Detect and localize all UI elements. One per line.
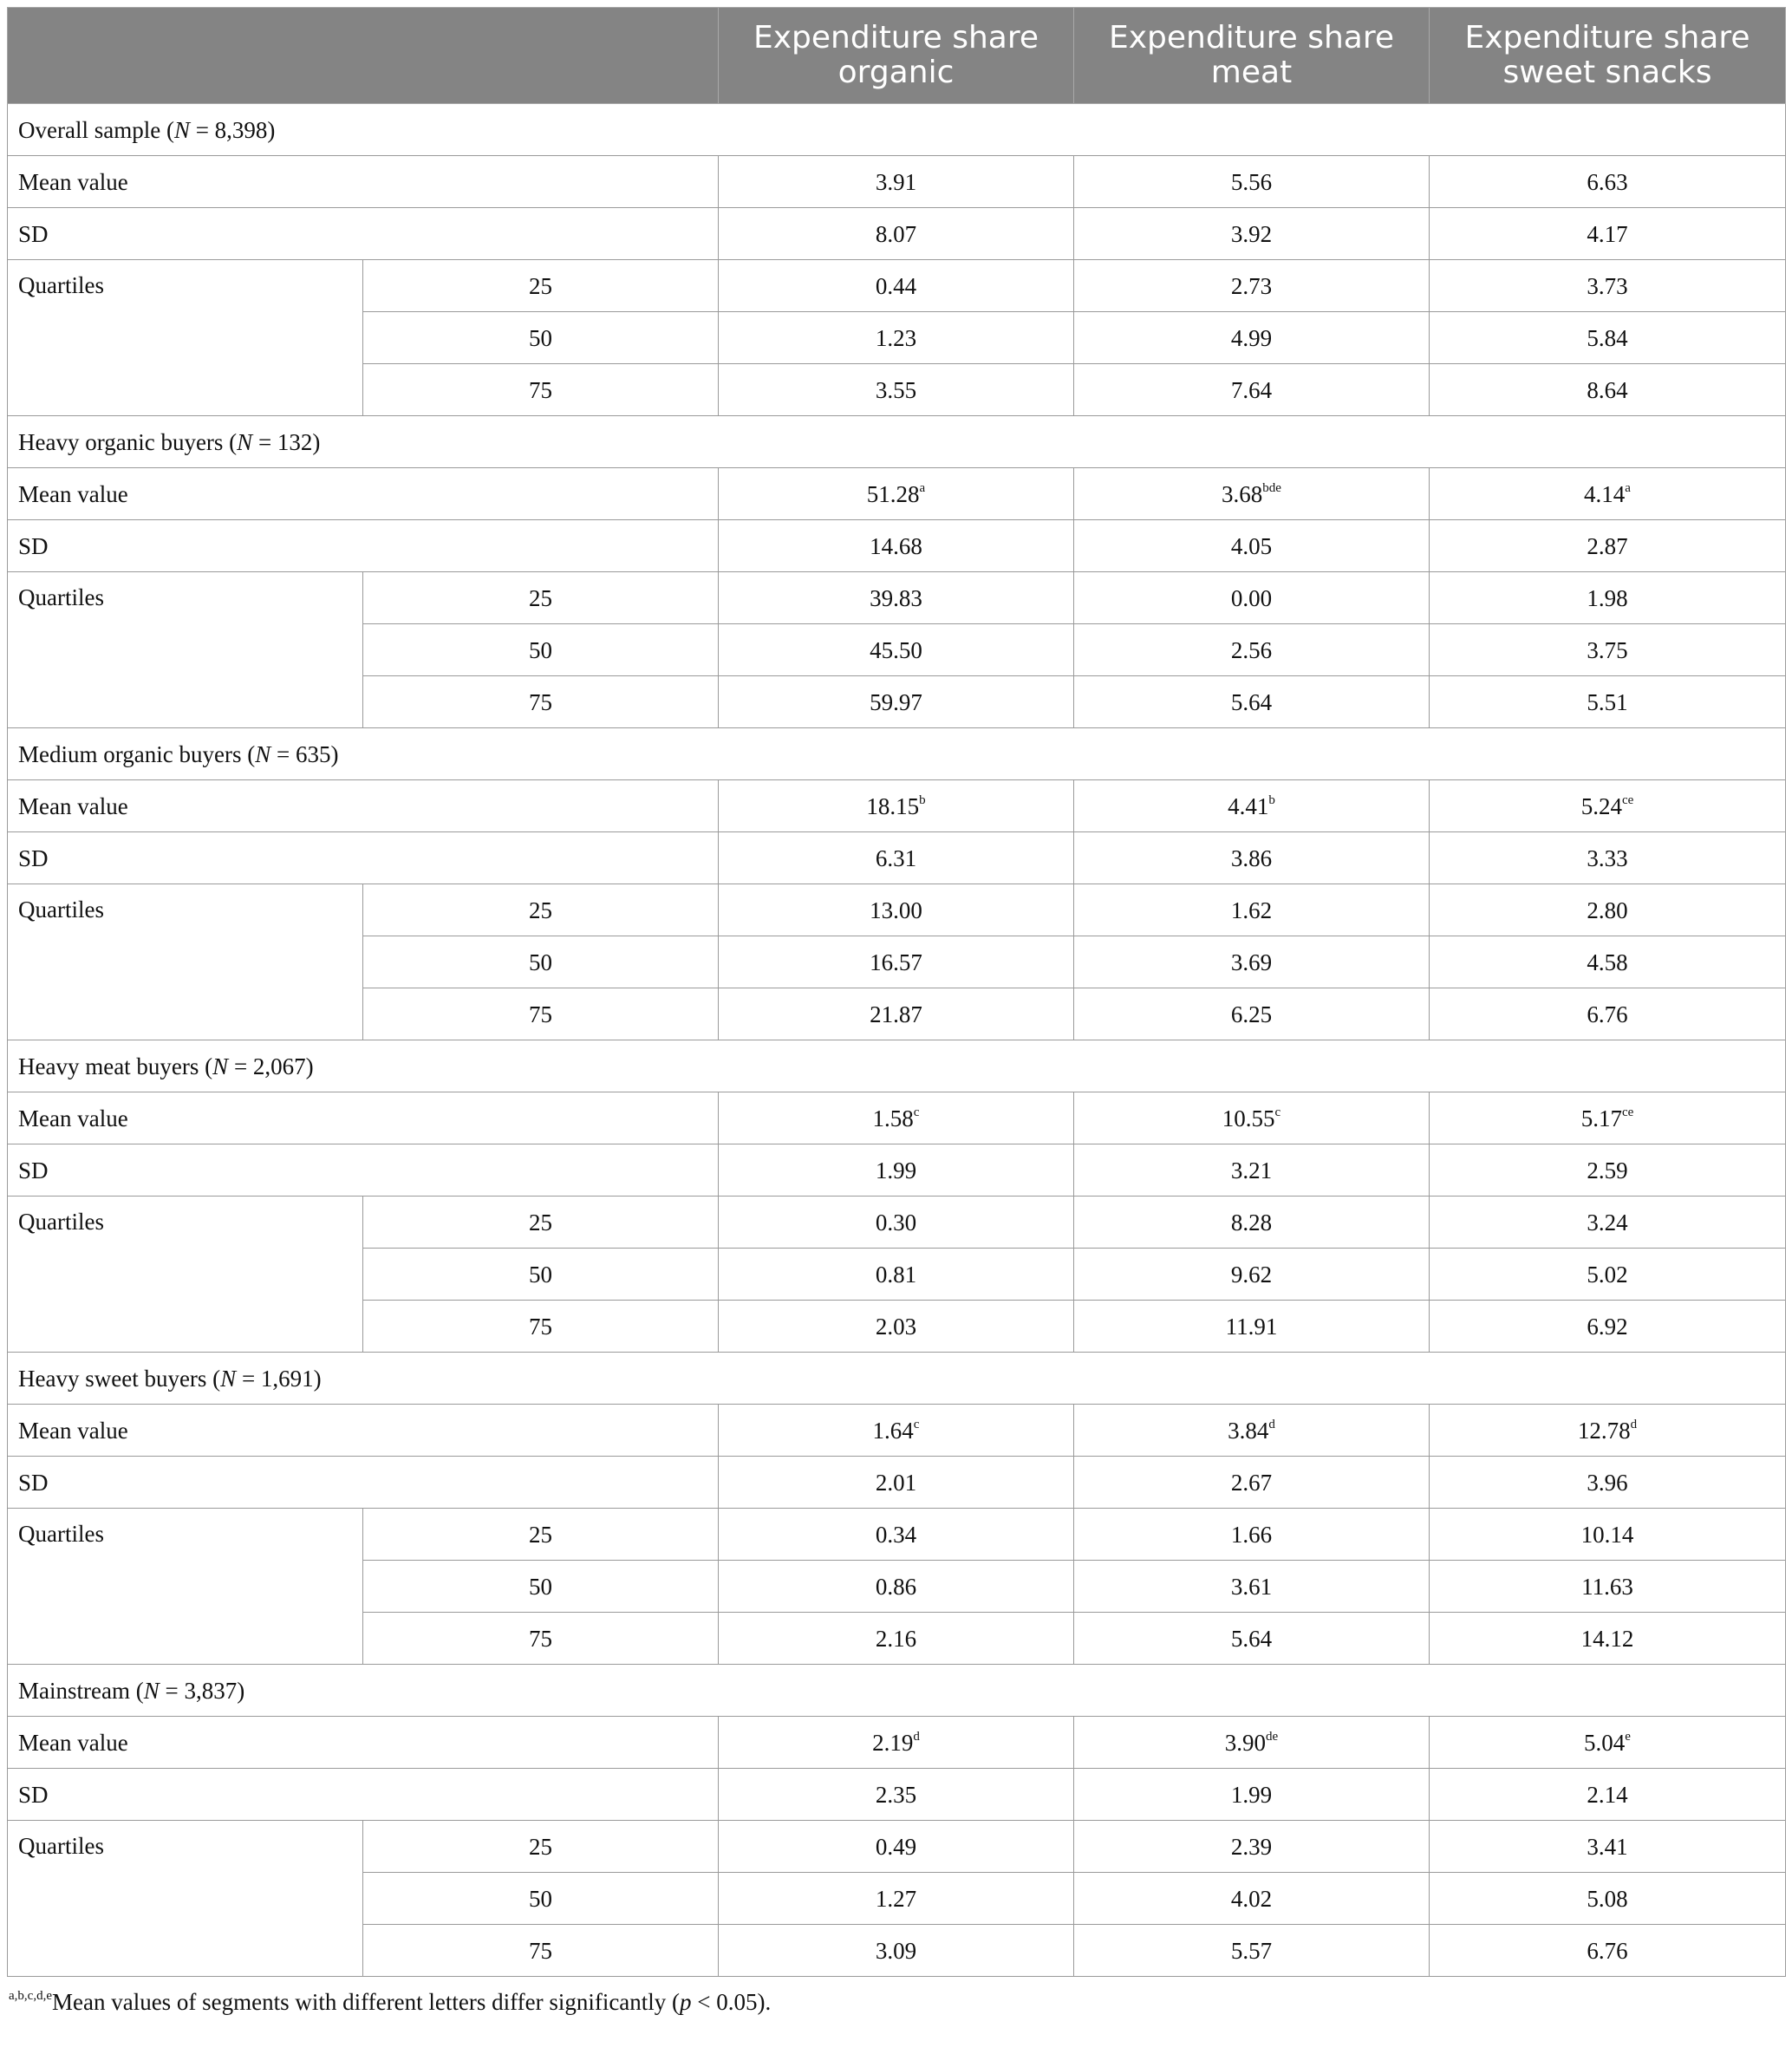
quartile-row — [8, 1821, 1786, 1873]
segment-n-value: = 1,691) — [236, 1365, 322, 1392]
segment-n-value: = 635) — [270, 740, 339, 767]
table-container — [7, 7, 1785, 2016]
sd-value: 2.67 — [1074, 1457, 1430, 1509]
segment-name: Mainstream ( — [18, 1677, 144, 1704]
quartile-level: 25 — [363, 260, 719, 312]
quartile-value: 5.08 — [1430, 1873, 1786, 1925]
quartile-level: 50 — [363, 1249, 719, 1301]
quartile-value: 39.83 — [719, 572, 1074, 624]
mean-cell — [1074, 780, 1430, 832]
mean-row — [8, 1092, 1786, 1144]
sd-value: 2.35 — [719, 1769, 1074, 1821]
quartile-level: 50 — [363, 1873, 719, 1925]
quartile-level: 75 — [363, 676, 719, 728]
mean-cell — [719, 468, 1074, 520]
quartile-row — [8, 572, 1786, 624]
quartiles-label: Quartiles — [8, 1509, 363, 1665]
quartile-value: 5.64 — [1074, 1613, 1430, 1665]
sd-value: 4.17 — [1430, 208, 1786, 260]
segment-title — [8, 1353, 1786, 1405]
header-meat — [1074, 8, 1430, 104]
sd-label: SD — [8, 1769, 719, 1821]
header-sweet-line1: Expenditure share — [1464, 20, 1750, 55]
quartile-level: 50 — [363, 936, 719, 988]
segment-header-row — [8, 1665, 1786, 1717]
mean-row — [8, 156, 1786, 208]
quartile-level: 50 — [363, 312, 719, 364]
significance-letters: de — [1266, 1729, 1279, 1744]
significance-letters: a — [919, 480, 926, 495]
quartile-value: 8.64 — [1430, 364, 1786, 416]
mean-value: 6.63 — [1587, 168, 1628, 195]
segment-header-row — [8, 728, 1786, 780]
segment-title — [8, 104, 1786, 156]
segment-header-row — [8, 1353, 1786, 1405]
segment-title — [8, 1665, 1786, 1717]
quartile-value: 4.99 — [1074, 312, 1430, 364]
quartile-value: 0.44 — [719, 260, 1074, 312]
segment-header-row — [8, 104, 1786, 156]
quartile-value: 2.80 — [1430, 884, 1786, 936]
mean-label: Mean value — [8, 468, 719, 520]
sd-value: 3.96 — [1430, 1457, 1786, 1509]
quartile-level: 25 — [363, 884, 719, 936]
significance-letters: c — [913, 1417, 920, 1431]
quartile-value: 59.97 — [719, 676, 1074, 728]
mean-value: 3.90 — [1224, 1729, 1267, 1756]
quartile-level: 50 — [363, 1561, 719, 1613]
quartile-value: 4.02 — [1074, 1873, 1430, 1925]
mean-cell — [1430, 156, 1786, 208]
footnote-p-symbol: p — [680, 1989, 692, 2015]
quartile-value: 1.66 — [1074, 1509, 1430, 1561]
quartile-value: 7.64 — [1074, 364, 1430, 416]
mean-cell — [1074, 156, 1430, 208]
expenditure-share-table — [7, 7, 1786, 1977]
mean-cell — [1430, 468, 1786, 520]
quartile-value: 6.25 — [1074, 988, 1430, 1040]
sd-row — [8, 1769, 1786, 1821]
sd-value: 2.01 — [719, 1457, 1074, 1509]
quartile-level: 25 — [363, 1509, 719, 1561]
quartile-value: 1.98 — [1430, 572, 1786, 624]
quartile-level: 50 — [363, 624, 719, 676]
mean-cell — [1430, 1717, 1786, 1769]
sd-row — [8, 208, 1786, 260]
table-body — [8, 104, 1786, 1977]
sd-value: 2.87 — [1430, 520, 1786, 572]
mean-cell — [1074, 1717, 1430, 1769]
significance-letters: bde — [1262, 480, 1281, 495]
segment-name: Heavy sweet buyers ( — [18, 1365, 221, 1392]
header-sweet-snacks — [1430, 8, 1786, 104]
mean-label: Mean value — [8, 1717, 719, 1769]
mean-row — [8, 1405, 1786, 1457]
mean-label: Mean value — [8, 1405, 719, 1457]
sd-row — [8, 520, 1786, 572]
quartile-value: 21.87 — [719, 988, 1074, 1040]
quartile-value: 3.24 — [1430, 1197, 1786, 1249]
mean-value: 3.84 — [1228, 1417, 1269, 1444]
quartile-value: 5.51 — [1430, 676, 1786, 728]
quartiles-label: Quartiles — [8, 884, 363, 1040]
sd-row — [8, 1457, 1786, 1509]
segment-n-symbol: N — [220, 1365, 237, 1392]
mean-cell — [719, 780, 1074, 832]
significance-letters: d — [913, 1729, 920, 1744]
sd-value: 3.33 — [1430, 832, 1786, 884]
quartile-value: 1.62 — [1074, 884, 1430, 936]
mean-label: Mean value — [8, 780, 719, 832]
segment-title — [8, 416, 1786, 468]
quartile-level: 75 — [363, 364, 719, 416]
sd-value: 2.14 — [1430, 1769, 1786, 1821]
mean-cell — [1074, 468, 1430, 520]
quartile-level: 75 — [363, 1925, 719, 1977]
quartile-value: 0.49 — [719, 1821, 1074, 1873]
sd-row — [8, 832, 1786, 884]
header-blank-2 — [363, 8, 719, 104]
significance-letters: ce — [1621, 792, 1634, 807]
sd-row — [8, 1144, 1786, 1197]
quartile-value: 11.63 — [1430, 1561, 1786, 1613]
mean-cell — [719, 1092, 1074, 1144]
mean-value: 1.64 — [872, 1417, 914, 1444]
sd-value: 1.99 — [1074, 1769, 1430, 1821]
header-meat-line1: Expenditure share — [1108, 20, 1395, 55]
mean-value: 18.15 — [866, 792, 920, 819]
quartile-value: 8.28 — [1074, 1197, 1430, 1249]
quartiles-label: Quartiles — [8, 260, 363, 416]
segment-n-symbol: N — [237, 428, 253, 455]
mean-value: 3.68 — [1222, 480, 1263, 507]
quartile-value: 0.86 — [719, 1561, 1074, 1613]
quartile-value: 10.14 — [1430, 1509, 1786, 1561]
segment-n-symbol: N — [255, 740, 271, 767]
quartile-value: 2.56 — [1074, 624, 1430, 676]
quartile-value: 14.12 — [1430, 1613, 1786, 1665]
sd-value: 2.59 — [1430, 1144, 1786, 1197]
significance-letters: e — [1625, 1729, 1631, 1744]
sd-value: 3.86 — [1074, 832, 1430, 884]
sd-value: 4.05 — [1074, 520, 1430, 572]
significance-letters: c — [913, 1105, 920, 1119]
header-blank-1 — [8, 8, 363, 104]
quartile-value: 11.91 — [1074, 1301, 1430, 1353]
table-footnote — [7, 1989, 1785, 2016]
significance-letters: c — [1274, 1105, 1281, 1119]
significance-letters: b — [1268, 792, 1275, 807]
quartile-value: 2.16 — [719, 1613, 1074, 1665]
significance-letters: b — [919, 792, 926, 807]
quartile-level: 25 — [363, 1197, 719, 1249]
mean-value: 12.78 — [1577, 1417, 1631, 1444]
header-organic-line2: organic — [837, 55, 955, 90]
mean-cell — [1074, 1405, 1430, 1457]
segment-header-row — [8, 416, 1786, 468]
quartile-value: 4.58 — [1430, 936, 1786, 988]
quartile-level: 75 — [363, 1301, 719, 1353]
mean-cell — [719, 1717, 1074, 1769]
quartile-value: 3.55 — [719, 364, 1074, 416]
sd-label: SD — [8, 208, 719, 260]
quartile-row — [8, 1197, 1786, 1249]
quartile-value: 5.84 — [1430, 312, 1786, 364]
mean-cell — [1430, 1405, 1786, 1457]
segment-n-value: = 3,837) — [159, 1677, 245, 1704]
header-meat-line2: meat — [1210, 55, 1293, 90]
quartile-row — [8, 1509, 1786, 1561]
sd-value: 3.21 — [1074, 1144, 1430, 1197]
mean-value: 4.41 — [1228, 792, 1269, 819]
quartile-value: 6.76 — [1430, 988, 1786, 1040]
segment-title — [8, 728, 1786, 780]
quartile-value: 3.09 — [719, 1925, 1074, 1977]
sd-label: SD — [8, 520, 719, 572]
mean-value: 1.58 — [872, 1105, 914, 1131]
quartile-value: 9.62 — [1074, 1249, 1430, 1301]
quartile-value: 3.61 — [1074, 1561, 1430, 1613]
quartiles-label: Quartiles — [8, 1821, 363, 1977]
quartiles-label: Quartiles — [8, 572, 363, 728]
quartile-value: 5.57 — [1074, 1925, 1430, 1977]
mean-cell — [719, 156, 1074, 208]
quartile-value: 2.39 — [1074, 1821, 1430, 1873]
header-organic — [719, 8, 1074, 104]
quartile-value: 3.69 — [1074, 936, 1430, 988]
footnote-text-after: < 0.05). — [691, 1989, 772, 2015]
segment-n-value: = 2,067) — [228, 1053, 314, 1079]
mean-label: Mean value — [8, 1092, 719, 1144]
header-organic-line1: Expenditure share — [753, 20, 1039, 55]
quartile-value: 6.92 — [1430, 1301, 1786, 1353]
mean-value: 5.04 — [1584, 1729, 1626, 1756]
mean-label: Mean value — [8, 156, 719, 208]
quartile-level: 25 — [363, 572, 719, 624]
mean-row — [8, 780, 1786, 832]
footnote-superscript: a,b,c,d,e — [9, 1989, 52, 2003]
segment-name: Overall sample ( — [18, 116, 174, 143]
quartile-row — [8, 260, 1786, 312]
quartile-value: 5.64 — [1074, 676, 1430, 728]
quartile-value: 13.00 — [719, 884, 1074, 936]
quartile-value: 0.00 — [1074, 572, 1430, 624]
quartile-value: 1.23 — [719, 312, 1074, 364]
header-row — [8, 8, 1786, 104]
quartile-value: 3.41 — [1430, 1821, 1786, 1873]
significance-letters: ce — [1621, 1105, 1634, 1119]
segment-header-row — [8, 1040, 1786, 1092]
quartile-value: 0.81 — [719, 1249, 1074, 1301]
mean-cell — [719, 1405, 1074, 1457]
quartile-level: 75 — [363, 988, 719, 1040]
quartile-value: 2.73 — [1074, 260, 1430, 312]
quartile-value: 3.75 — [1430, 624, 1786, 676]
significance-letters: d — [1630, 1417, 1638, 1431]
segment-title — [8, 1040, 1786, 1092]
sd-value: 1.99 — [719, 1144, 1074, 1197]
quartile-level: 75 — [363, 1613, 719, 1665]
segment-n-symbol: N — [143, 1677, 160, 1704]
significance-letters: a — [1625, 480, 1631, 495]
quartile-value: 5.02 — [1430, 1249, 1786, 1301]
quartile-value: 3.73 — [1430, 260, 1786, 312]
mean-cell — [1430, 1092, 1786, 1144]
segment-n-symbol: N — [173, 116, 190, 143]
segment-n-symbol: N — [212, 1053, 229, 1079]
segment-name: Heavy organic buyers ( — [18, 428, 238, 455]
quartile-value: 1.27 — [719, 1873, 1074, 1925]
footnote-text-before: Mean values of segments with different letters differ significantly ( — [51, 1989, 681, 2015]
quartile-value: 0.30 — [719, 1197, 1074, 1249]
sd-label: SD — [8, 1457, 719, 1509]
quartile-value: 6.76 — [1430, 1925, 1786, 1977]
quartile-value: 2.03 — [719, 1301, 1074, 1353]
header-sweet-line2: sweet snacks — [1502, 55, 1712, 90]
segment-name: Heavy meat buyers ( — [18, 1053, 213, 1079]
mean-value: 51.28 — [866, 480, 920, 507]
mean-cell — [1074, 1092, 1430, 1144]
sd-value: 6.31 — [719, 832, 1074, 884]
segment-name: Medium organic buyers ( — [18, 740, 256, 767]
quartile-value: 0.34 — [719, 1509, 1074, 1561]
mean-value: 3.91 — [875, 168, 917, 195]
segment-n-value: = 8,398) — [189, 116, 276, 143]
mean-cell — [1430, 780, 1786, 832]
mean-value: 5.24 — [1580, 792, 1622, 819]
mean-value: 5.56 — [1230, 168, 1273, 195]
quartile-row — [8, 884, 1786, 936]
significance-letters: d — [1268, 1417, 1275, 1431]
mean-value: 2.19 — [872, 1729, 914, 1756]
sd-label: SD — [8, 1144, 719, 1197]
mean-row — [8, 468, 1786, 520]
mean-value: 5.17 — [1580, 1105, 1622, 1131]
mean-row — [8, 1717, 1786, 1769]
sd-value: 3.92 — [1074, 208, 1430, 260]
quartiles-label: Quartiles — [8, 1197, 363, 1353]
quartile-level: 25 — [363, 1821, 719, 1873]
mean-value: 10.55 — [1222, 1105, 1275, 1131]
sd-value: 8.07 — [719, 208, 1074, 260]
quartile-value: 45.50 — [719, 624, 1074, 676]
sd-value: 14.68 — [719, 520, 1074, 572]
sd-label: SD — [8, 832, 719, 884]
quartile-value: 16.57 — [719, 936, 1074, 988]
table-header — [8, 8, 1786, 104]
mean-value: 4.14 — [1584, 480, 1626, 507]
segment-n-value: = 132) — [252, 428, 321, 455]
